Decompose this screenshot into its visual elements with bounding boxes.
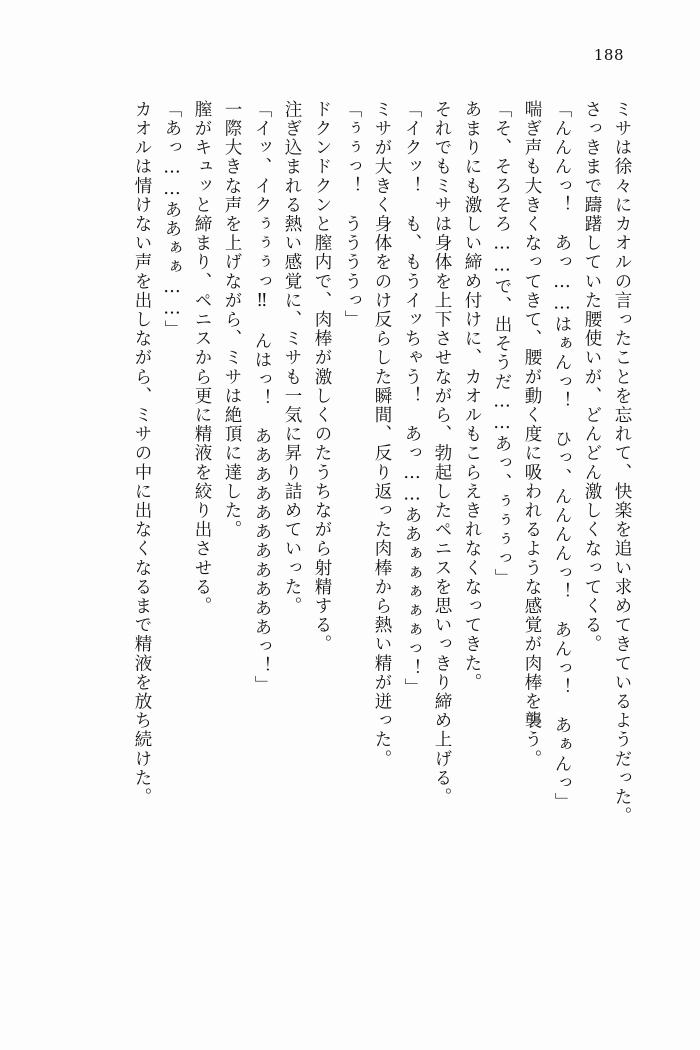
text-line: 膣がキュッと締まり、ペニスから更に精液を絞り出させる。	[192, 100, 212, 616]
text-line: 喘ぎ声も大きくなってきて、腰が動く度に吸われるような感覚が肉棒を襲う。	[522, 100, 542, 769]
text-line: 注ぎ込まれる熱い感覚に、ミサも一気に昇り詰めていった。	[282, 100, 302, 616]
text-line: さっきまで躊躇していた腰使いが、どんどん激しくなってくる。	[582, 100, 602, 654]
text-line: カオルは情けない声を出しながら、ミサの中に出なくなるまで精液を放ち続けた。	[132, 100, 152, 807]
text-line: 「んんんっ！ あっ……はぁんっ！ ひっ、んんんんっ！ あんっ！ あぁんっ」	[552, 100, 572, 812]
text-line: 「イッ、イクぅぅぅっ‼ んはっ！ あああああああああああっ！」	[252, 100, 272, 695]
text-line: あまりにも激しい締め付けに、カオルもこらえきれなくなってきた。	[462, 100, 482, 693]
text-line: 「そ、そろそろ……で、出そうだ……あっ、ぅぅぅっ」	[492, 100, 512, 588]
text-line: ミサは徐々にカオルの言ったことを忘れて、快楽を追い求めてきているようだった。	[612, 100, 632, 826]
text-line: ミサが大きく身体をのけ反らした瞬間、反り返った肉棒から熱い精が迸った。	[372, 100, 392, 769]
page-number: 188	[593, 46, 624, 64]
text-line: ドクンドクンと膣内で、肉棒が激しくのたうちながら射精する。	[312, 100, 332, 654]
text-line: それでもミサは身体を上下させながら、勃起したペニスを思いっきり締め上げる。	[432, 100, 452, 807]
vertical-text-body	[60, 100, 630, 990]
text-line: 「あっ……ああぁぁ……」	[162, 100, 182, 340]
text-line: 「ぅぅっ！ ううううっ」	[342, 100, 362, 330]
text-line: 一際大きな声を上げながら、ミサは絶頂に達した。	[222, 100, 242, 540]
text-line: 「イクッ！ も、もうイッちゃう！ あっ……ああぁぁぁぁぁっ！」	[402, 100, 422, 698]
